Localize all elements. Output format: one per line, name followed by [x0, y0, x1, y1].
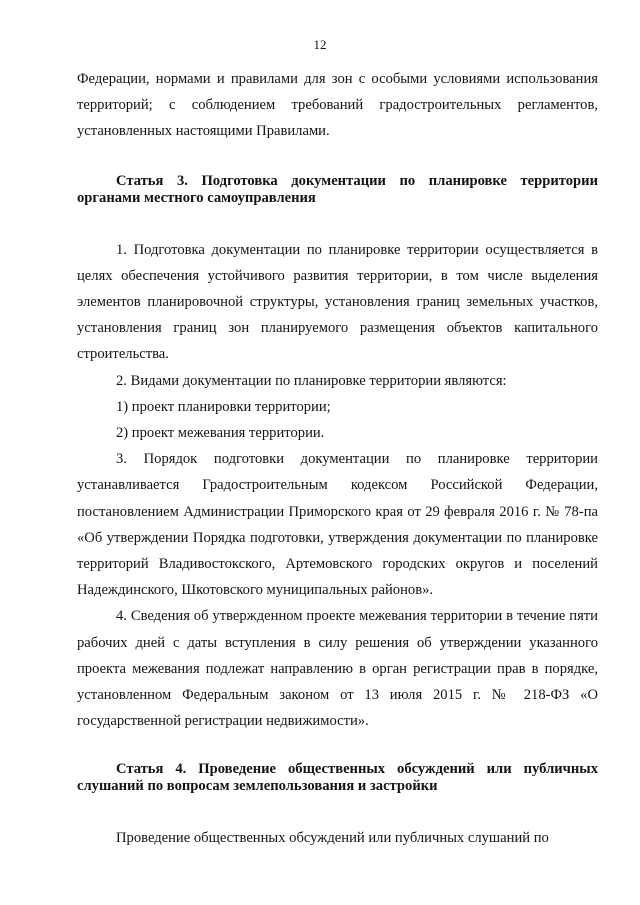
article-4-body [77, 825, 598, 851]
article-3-list-item-1: 1) проект планировки территории; [116, 398, 331, 415]
article-3-paragraph-3: 3. Порядок подготовки документации по планировке территории устанавливается Градостроительным кодексом Российской Федерации, постановлением Администрации Приморского края от 29 февраля 2016 г. № 78-па «Об утверждении Порядка подготовки, утверждения документации по планировке территорий Владивостокского, Артемовского городских округов и поселений Надеждинского, Шкотовского муниципальных районов». [77, 451, 598, 599]
article-3-paragraph-1: 1. Подготовка документации по планировке территории осуществляется в целях обеспечения устойчивого развития территории, в том числе выделения элементов планировочной структуры, установления границ земельных участков, установления границ зон планируемого размещения объектов капитального строительства. [77, 241, 598, 363]
article-4-heading: Статья 4. Проведение общественных обсуждений или публичных слушаний по вопросам землепользования и застройки [77, 761, 598, 795]
article-3-paragraph-4: 4. Сведения об утвержденном проекте межевания территории в течение пяти рабочих дней с даты вступления в силу решения об утверждении указанного проекта межевания подлежат направлению в орган регистрации прав в порядке, установленном Федеральным законом от 13 июля 2015 г. № 218-ФЗ «О государственной регистрации недвижимости». [77, 608, 598, 730]
article-4-paragraph-1: Проведение общественных обсуждений или публичных слушаний по [116, 830, 549, 847]
document-body [77, 66, 598, 852]
article-3-body [77, 237, 598, 735]
article-3-paragraph-2: 2. Видами документации по планировке территории являются: [116, 372, 507, 389]
continued-paragraph: Федерации, нормами и правилами для зон с особыми условиями использования территорий; с соблюдением требований градостроительных регламентов, установленных настоящими Правилами. [77, 71, 598, 140]
article-3-heading: Статья 3. Подготовка документации по планировке территории органами местного самоуправления [77, 172, 598, 206]
article-3-list-item-2: 2) проект межевания территории. [116, 425, 325, 442]
page-number: 12 [313, 37, 327, 52]
